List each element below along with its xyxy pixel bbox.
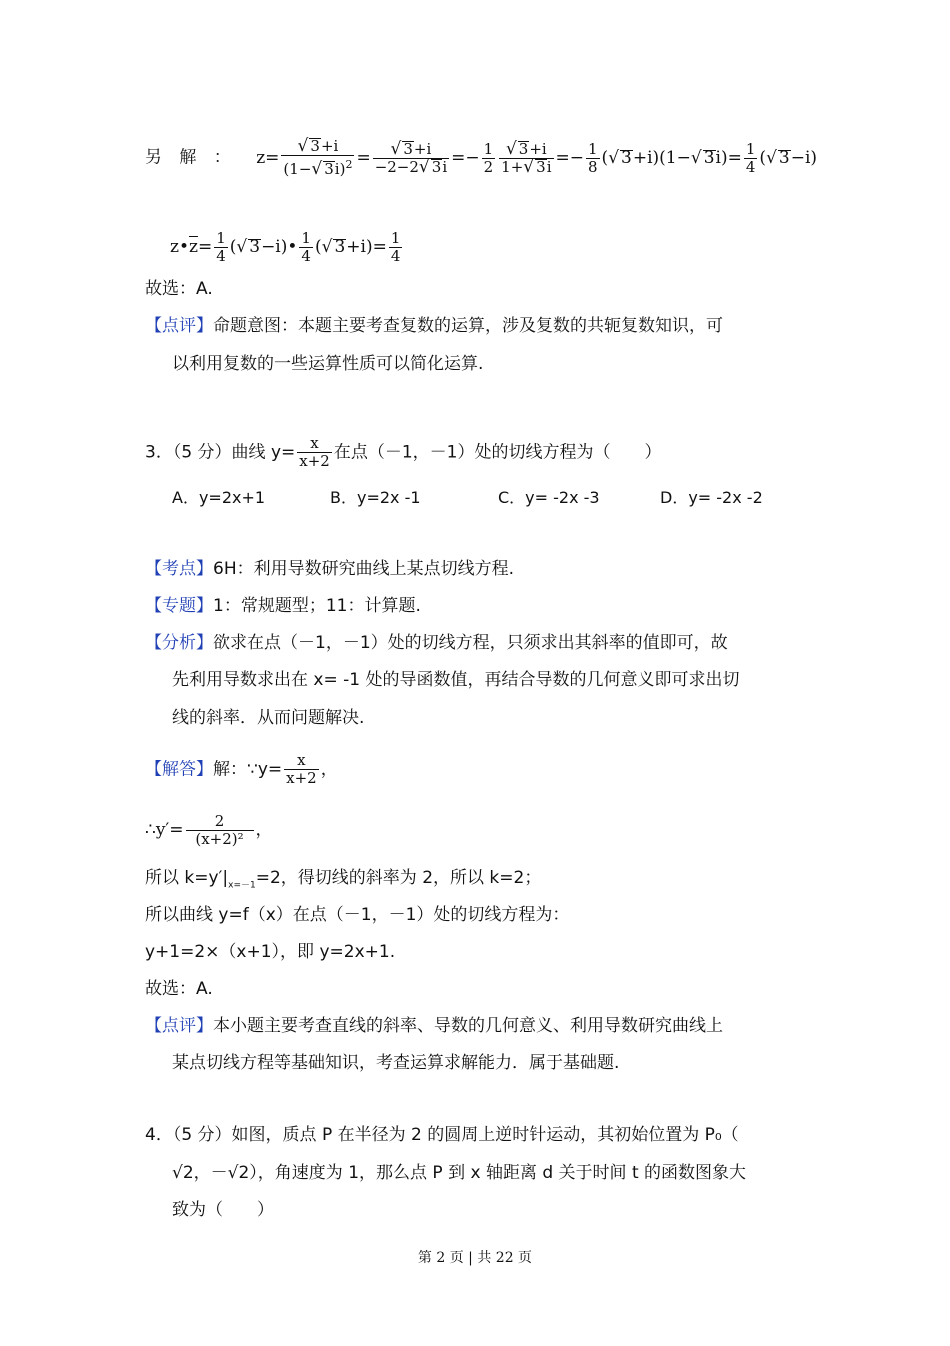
deriv-fraction: $\frac{2}{\text{(x+2)²}}$ xyxy=(186,813,254,848)
q3-stem xyxy=(145,435,661,470)
q3-fraction: $\frac{x}{x+2}$ xyxy=(299,434,330,470)
jieda-comma: ， xyxy=(320,759,338,780)
deriv-prefix: ∴y′= xyxy=(145,820,184,840)
alt-solution-formula1: z= $\frac{√ 3+i}{(1-√ 3i)^2}$ = $\frac{√ 3+i}{-2-2√ 3i}$ =− $\frac{1}{2}$ $\frac{√ 3+i}{1+√ 3i}$ =− $\frac{1}{8}$ (√ 3+i)(1−√ 3i)= $\frac{1}{4}$ (√ 3−i) xyxy=(256,136,818,179)
q3-option-b: B．y=2x -1 xyxy=(330,488,421,507)
q3-option-d: D．y= -2x -2 xyxy=(660,488,763,507)
q4-line3: 致为（ ） xyxy=(172,1200,274,1220)
jieda-intro: 解：∵y= xyxy=(213,759,283,780)
q4-line1: 4．（5 分）如图，质点 P 在半径为 2 的圆周上逆时针运动，其初始位置为 P₀（ xyxy=(145,1125,739,1145)
alt-solution-line2: $z•\overline{z}=$ $\frac{1}{4}$ (√ 3−i)• $\frac{1}{4}$ (√ 3+i)= $\frac{1}{4}$ xyxy=(170,229,401,265)
deriv-comma: ， xyxy=(255,820,273,840)
fenxi-line2: 先利用导数求出在 x= -1 处的导函数值，再结合导数的几何意义即可求出切 xyxy=(172,670,740,690)
alt-solution-line1 xyxy=(145,138,817,178)
kaodian-text: 6H：利用导数研究曲线上某点切线方程. xyxy=(213,559,515,579)
jieda-tag: 【解答】 xyxy=(145,759,213,780)
jieda-fraction: $\frac{x}{x+2}$ xyxy=(286,751,317,787)
jieda-curve-line: 所以曲线 y=f（x）在点（－1，－1）处的切线方程为： xyxy=(145,905,570,925)
q4-line2: √2，－√2），角速度为 1，那么点 P 到 x 轴距离 d 关于时间 t 的函数图象大 xyxy=(172,1163,747,1183)
comment-tag: 【点评】 xyxy=(145,316,213,336)
q2-comment-line2: 以利用复数的一些运算性质可以简化运算. xyxy=(172,354,484,374)
fenxi-text: 欲求在点（－1，－1）处的切线方程，只须求出其斜率的值即可，故 xyxy=(213,633,728,653)
jieda-derivative xyxy=(145,813,273,848)
k-line-a: 所以 k=y′| xyxy=(145,868,229,888)
comment-text: 本小题主要考查直线的斜率、导数的几何意义、利用导数研究曲线上 xyxy=(213,1016,723,1036)
fenxi-line3: 线的斜率．从而问题解决. xyxy=(172,708,365,728)
page-footer: 第 2 页 | 共 22 页 xyxy=(417,1250,533,1266)
kaodian-tag: 【考点】 xyxy=(145,559,213,579)
jieda-line1 xyxy=(145,752,338,787)
alt-solution-label: 另 解 ： xyxy=(145,147,237,168)
q3-comment-line2: 某点切线方程等基础知识，考查运算求解能力．属于基础题. xyxy=(172,1053,620,1073)
jieda-k-line xyxy=(145,865,541,898)
q3-suffix: 在点（－1，－1）处的切线方程为（ ） xyxy=(333,442,662,463)
fenxi-line1 xyxy=(145,630,728,656)
q3-comment-line1 xyxy=(145,1013,723,1039)
fenxi-tag: 【分析】 xyxy=(145,633,213,653)
q3-prefix: 3．（5 分）曲线 y= xyxy=(145,442,296,463)
comment-tag: 【点评】 xyxy=(145,1016,213,1036)
comment-text: 命题意图：本题主要考查复数的运算，涉及复数的共轭复数知识，可 xyxy=(213,316,723,336)
q3-option-c: C．y= -2x -3 xyxy=(498,488,600,507)
k-line-sub: x=－1 xyxy=(228,880,256,891)
zhuanti-text: 1：常规题型；11：计算题. xyxy=(213,596,421,616)
jieda-eq-line: y+1=2×（x+1），即 y=2x+1. xyxy=(145,942,396,962)
zhuanti-tag: 【专题】 xyxy=(145,596,213,616)
q3-option-a: A．y=2x+1 xyxy=(172,488,266,507)
q2-comment-line1 xyxy=(145,313,723,339)
jieda-choice: 故选：A. xyxy=(145,979,213,999)
q2-choice: 故选：A. xyxy=(145,279,213,299)
k-line-b: =2，得切线的斜率为 2，所以 k=2； xyxy=(255,868,542,888)
kaodian-line xyxy=(145,556,514,582)
zhuanti-line xyxy=(145,593,421,619)
